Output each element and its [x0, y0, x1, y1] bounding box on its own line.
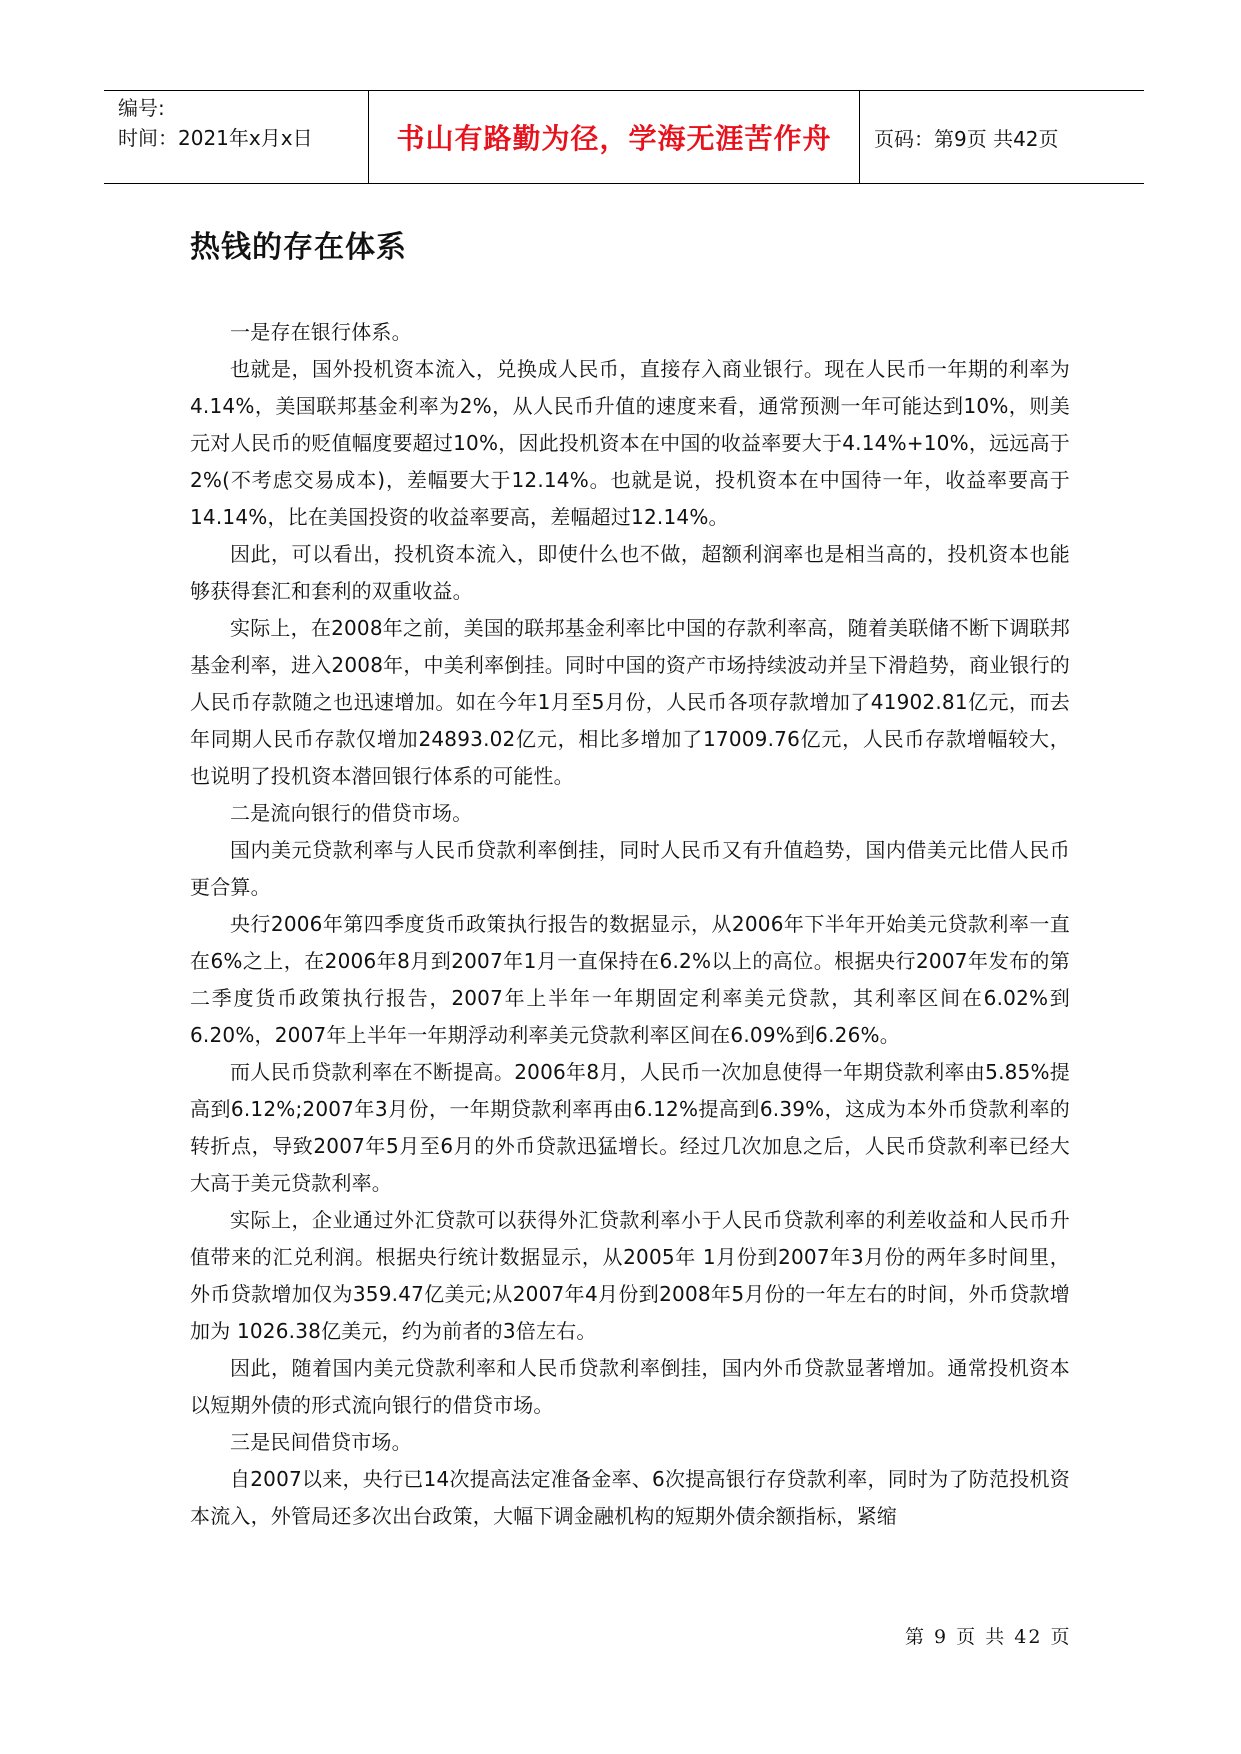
paragraph: 二是流向银行的借贷市场。: [230, 801, 473, 825]
document-title: 热钱的存在体系: [190, 230, 407, 265]
page-header: [104, 90, 1144, 184]
document-number-label: 编号:: [118, 96, 165, 120]
paragraph: 实际上，在2008年之前，美国的联邦基金利率比中国的存款利率高，随着美联储不断下调联邦基金利率，进入2008年，中美利率倒挂。同时中国的资产市场持续波动并呈下滑趋势，商业银行的人民币存款随之也迅速增加。如在今年1月至5月份，人民币各项存款增加了41902.81亿元，而去年同期人民币存款仅增加24893.02亿元，相比多增加了17009.76亿元，人民币存款增幅较大，也说明了投机资本潜回银行体系的可能性。: [190, 616, 1070, 788]
paragraph: 国内美元贷款利率与人民币贷款利率倒挂，同时人民币又有升值趋势，国内借美元比借人民币更合算。: [190, 838, 1070, 899]
paragraph: 自2007以来，央行已14次提高法定准备金率、6次提高银行存贷款利率，同时为了防范投机资本流入，外管局还多次出台政策，大幅下调金融机构的短期外债余额指标，紧缩: [190, 1467, 1070, 1528]
paragraph: 因此，随着国内美元贷款利率和人民币贷款利率倒挂，国内外币贷款显著增加。通常投机资本以短期外债的形式流向银行的借贷市场。: [190, 1356, 1070, 1417]
page-footer: 第 9 页 共 42 页: [905, 1626, 1072, 1648]
document-time-label: 时间：2021年x月x日: [118, 126, 313, 150]
header-motto: 书山有路勤为径，学海无涯苦作舟: [369, 91, 860, 183]
document-body: [190, 314, 1070, 1535]
header-page-number: 页码：第9页 共42页: [874, 126, 1059, 151]
paragraph: 一是存在银行体系。: [230, 320, 412, 344]
paragraph: 因此，可以看出，投机资本流入，即使什么也不做，超额利润率也是相当高的，投机资本也能够获得套汇和套利的双重收益。: [190, 542, 1070, 603]
paragraph: 实际上，企业通过外汇贷款可以获得外汇贷款利率小于人民币贷款利率的利差收益和人民币升值带来的汇兑利润。根据央行统计数据显示，从2005年 1月份到2007年3月份的两年多时间里，外币贷款增加仅为359.47亿美元;从2007年4月份到2008年5月份的一年左右的时间，外币贷款增加为 1026.38亿美元，约为前者的3倍左右。: [190, 1208, 1070, 1343]
paragraph: 而人民币贷款利率在不断提高。2006年8月，人民币一次加息使得一年期贷款利率由5.85%提高到6.12%;2007年3月份，一年期贷款利率再由6.12%提高到6.39%，这成为本外币贷款利率的转折点，导致2007年5月至6月的外币贷款迅猛增长。经过几次加息之后，人民币贷款利率已经大大高于美元贷款利率。: [190, 1060, 1070, 1195]
paragraph: 三是民间借贷市场。: [230, 1430, 412, 1454]
paragraph: 也就是，国外投机资本流入，兑换成人民币，直接存入商业银行。现在人民币一年期的利率为4.14%，美国联邦基金利率为2%，从人民币升值的速度来看，通常预测一年可能达到10%，则美元对人民币的贬值幅度要超过10%，因此投机资本在中国的收益率要大于4.14%+10%，远远高于2%(不考虑交易成本)，差幅要大于12.14%。也就是说，投机资本在中国待一年，收益率要高于14.14%，比在美国投资的收益率要高，差幅超过12.14%。: [190, 357, 1070, 529]
paragraph: 央行2006年第四季度货币政策执行报告的数据显示，从2006年下半年开始美元贷款利率一直在6%之上，在2006年8月到2007年1月一直保持在6.2%以上的高位。根据央行2007年发布的第二季度货币政策执行报告，2007年上半年一年期固定利率美元贷款，其利率区间在6.02%到 6.20%，2007年上半年一年期浮动利率美元贷款利率区间在6.09%到6.26%。: [190, 912, 1070, 1047]
header-meta: [104, 91, 369, 183]
